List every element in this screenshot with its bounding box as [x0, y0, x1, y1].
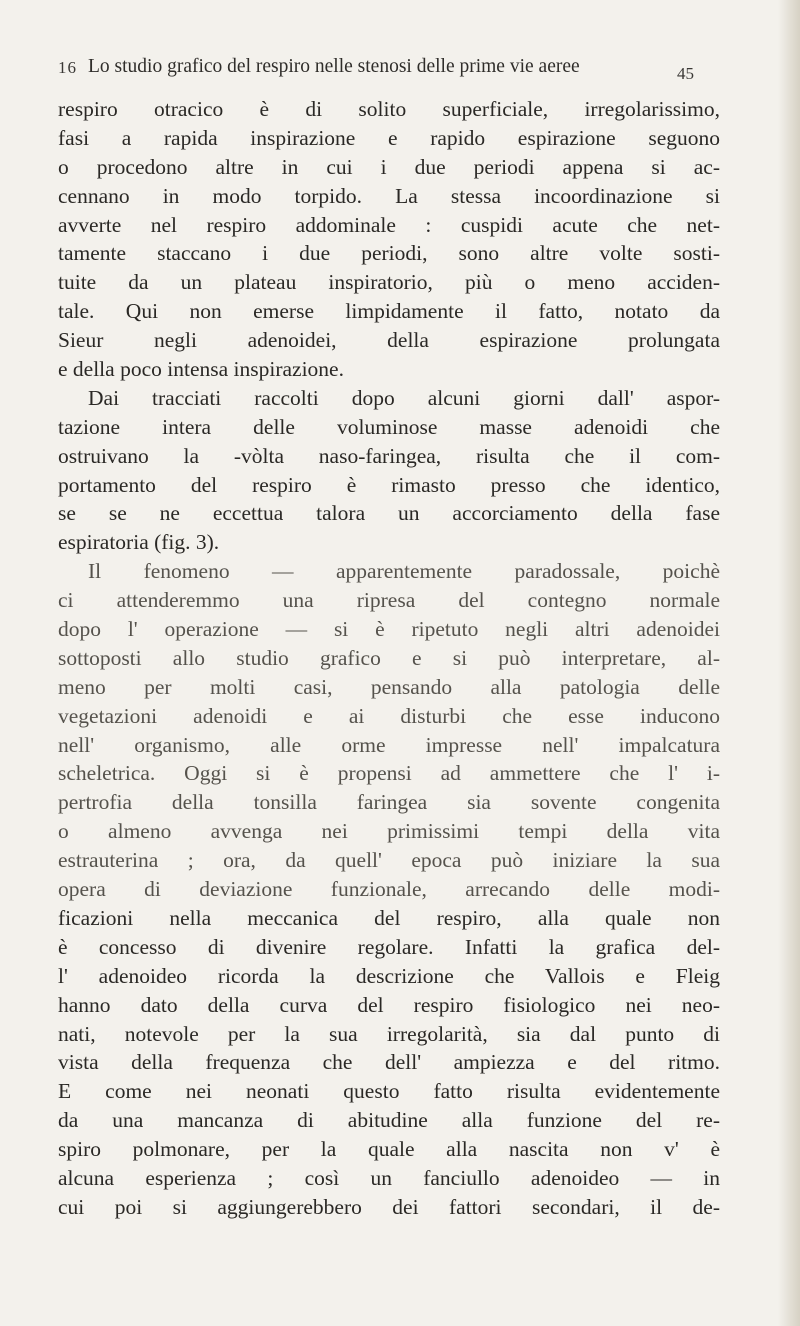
text-line: ci attenderemmo una ripresa del contegno normale [58, 588, 720, 613]
text-line: E come nei neonati questo fatto risulta evidentemente [58, 1079, 720, 1104]
page-header [58, 56, 748, 86]
text-line: vegetazioni adenoidi e ai disturbi che esse inducono [58, 703, 720, 728]
text-line: ostruivano la -vòlta naso-faringea, risulta che il com- [58, 443, 720, 468]
text-line: estrauterina ; ora, da quell' epoca può iniziare la sua [58, 848, 720, 873]
text-line: fasi a rapida inspirazione e rapido espirazione seguono [58, 125, 720, 150]
text-line: scheletrica. Oggi si è propensi ad ammettere che l' i- [58, 761, 720, 786]
text-line: Il fenomeno — apparentemente paradossale, poichè [88, 559, 720, 584]
text-line: e della poco intensa inspirazione. [58, 357, 344, 382]
text-line: ficazioni nella meccanica del respiro, alla quale non [58, 905, 720, 930]
text-line: meno per molti casi, pensando alla patologia delle [58, 674, 720, 699]
text-line: alcuna esperienza ; così un fanciullo adenoideo — in [58, 1165, 720, 1190]
text-line: respiro otracico è di solito superficiale, irregolarissimo, [58, 97, 720, 121]
running-title: Lo studio grafico del respiro nelle stenosi delle prime vie aeree [88, 56, 580, 77]
text-line: espiratoria (fig. 3). [58, 530, 220, 555]
text-line: tamente staccano i due periodi, sono altre volte sosti- [58, 241, 720, 266]
text-line: o procedono altre in cui i due periodi appena si ac- [58, 154, 720, 179]
text-line: l' adenoideo ricorda la descrizione che Vallois e Fleig [58, 963, 720, 988]
body-text [58, 95, 720, 1222]
text-line: pertrofia della tonsilla faringea sia sovente congenita [58, 790, 720, 815]
text-line: da una mancanza di abitudine alla funzione del re- [58, 1108, 720, 1133]
text-line: tuite da un plateau inspiratorio, più o meno acciden- [58, 270, 720, 295]
text-line: tazione intera delle voluminose masse adenoidi che [58, 414, 720, 439]
text-line: vista della frequenza che dell' ampiezza e del ritmo. [58, 1050, 720, 1075]
text-line: nell' organismo, alle orme impresse nell' impalcatura [58, 732, 720, 757]
text-line: hanno dato della curva del respiro fisiologico nei neo- [58, 992, 720, 1017]
text-line: nati, notevole per la sua irregolarità, sia dal punto di [58, 1021, 720, 1046]
page-number: 16 [58, 58, 77, 77]
text-line: sottoposti allo studio grafico e si può interpretare, al- [58, 645, 720, 670]
text-line: se se ne eccettua talora un accorciamento della fase [58, 501, 720, 526]
text-line: opera di deviazione funzionale, arrecando delle modi- [58, 877, 720, 902]
text-line: portamento del respiro è rimasto presso che identico, [58, 472, 720, 497]
text-line: Dai tracciati raccolti dopo alcuni giorni dall' aspor- [88, 385, 720, 410]
text-line: tale. Qui non emerse limpidamente il fatto, notato da [58, 299, 720, 324]
text-line: è concesso di divenire regolare. Infatti la grafica del- [58, 934, 720, 959]
text-line: o almeno avvenga nei primissimi tempi della vita [58, 819, 720, 844]
page-edge-shadow [778, 0, 800, 1326]
text-line: Sieur negli adenoidei, della espirazione prolungata [58, 328, 720, 353]
sheet-number: 45 [677, 64, 694, 83]
text-line: spiro polmonare, per la quale alla nascita non v' è [58, 1137, 720, 1162]
text-line: dopo l' operazione — si è ripetuto negli altri adenoidei [58, 617, 720, 642]
text-line: cui poi si aggiungerebbero dei fattori secondari, il de- [58, 1194, 720, 1219]
text-line: cennano in modo torpido. La stessa incoordinazione si [58, 183, 720, 208]
text-line: avverte nel respiro addominale : cuspidi acute che net- [58, 212, 720, 237]
